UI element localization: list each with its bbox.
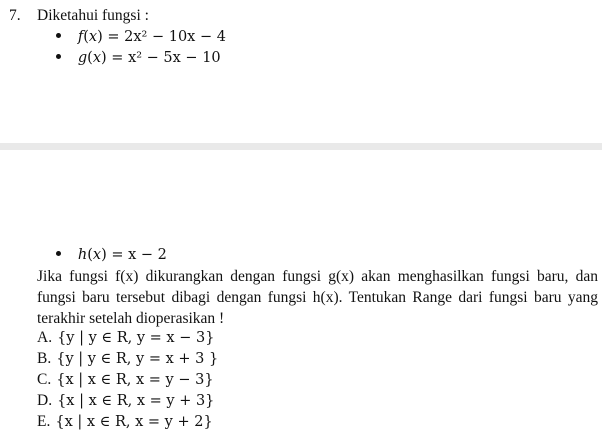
option-text: {y | y ∈ R, y = x + 3 } <box>56 351 219 367</box>
answer-option-e[interactable] <box>37 412 213 432</box>
option-text: {x | x ∈ R, x = y + 2} <box>55 414 213 430</box>
answer-option-d[interactable] <box>37 391 214 411</box>
option-text: {x | x ∈ R, x = y − 3} <box>56 372 214 388</box>
bullet-icon <box>56 54 61 59</box>
bullet-icon <box>56 33 61 38</box>
answer-option-a[interactable] <box>37 328 214 348</box>
bullet-icon <box>56 251 61 256</box>
function-h-name: h <box>77 247 88 263</box>
function-g-rhs: x² − 5x − 10 <box>128 50 221 66</box>
function-h-rhs: x − 2 <box>128 247 167 263</box>
function-f-rhs: 2x² − 10x − 4 <box>124 29 226 45</box>
question-intro: Diketahui fungsi : <box>37 7 149 24</box>
question-body-line-3: terakhir setelah dioperasikan ! <box>37 310 225 327</box>
function-f-item <box>56 27 226 47</box>
option-letter: D. <box>37 392 53 409</box>
function-g-var: x <box>92 50 102 66</box>
function-h-var: x <box>92 247 102 263</box>
function-f-name: f <box>77 29 84 45</box>
answer-option-c[interactable] <box>37 370 214 390</box>
option-letter: A. <box>37 329 53 346</box>
function-f-expression: f(x) = 2x² − 10x − 4 <box>77 29 226 45</box>
function-h-item <box>56 245 167 265</box>
function-f-var: x <box>88 29 98 45</box>
function-g-name: g <box>77 50 88 66</box>
question-body-line-1: Jika fungsi f(x) dikurangkan dengan fungsi g(x) akan menghasilkan fungsi baru, dan <box>37 268 598 285</box>
option-text: {x | x ∈ R, x = y + 3} <box>57 393 215 409</box>
page-separator <box>0 143 602 150</box>
function-g-expression: g(x) = x² − 5x − 10 <box>77 50 221 66</box>
option-letter: B. <box>37 350 52 367</box>
option-letter: E. <box>37 413 51 430</box>
option-text: {y | y ∈ R, y = x − 3} <box>57 330 215 346</box>
function-g-item <box>56 48 221 68</box>
question-body-line-2: fungsi baru tersebut dibagi dengan fungsi h(x). Tentukan Range dari fungsi baru yang <box>37 289 598 306</box>
function-h-expression: h(x) = x − 2 <box>77 247 167 263</box>
answer-option-b[interactable] <box>37 349 218 369</box>
option-letter: C. <box>37 371 52 388</box>
question-number: 7. <box>9 7 21 24</box>
